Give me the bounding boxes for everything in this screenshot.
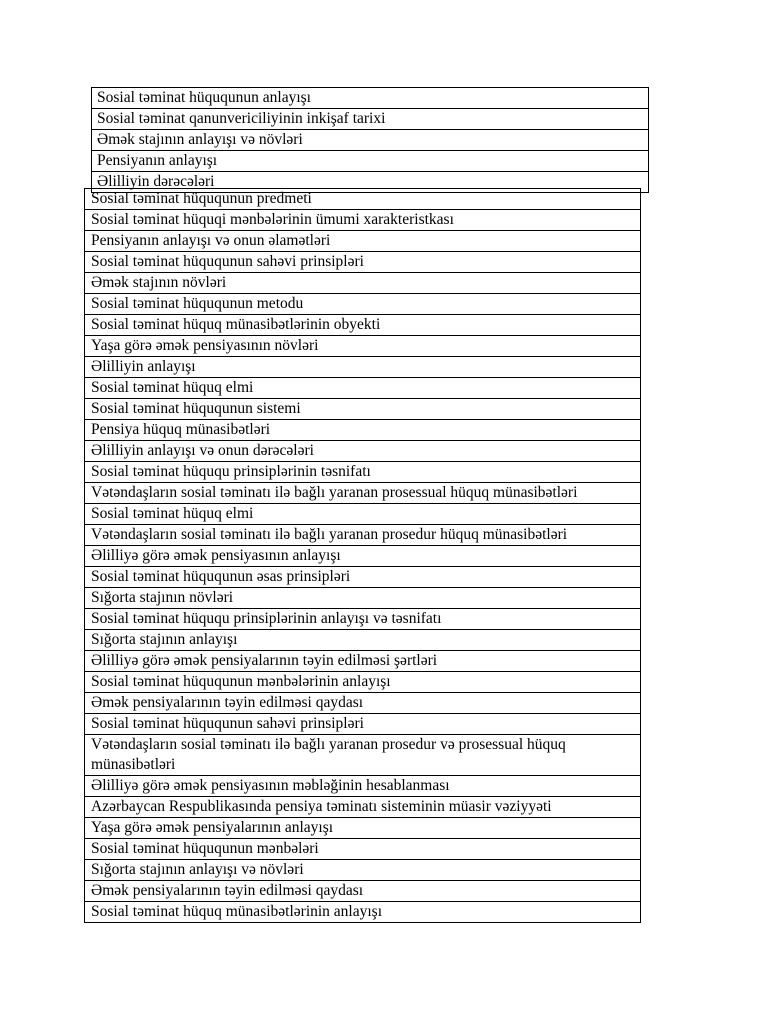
table-row [85, 546, 641, 567]
table-cell: Sosial təminat hüququnun metodu [85, 294, 641, 315]
table-row [85, 693, 641, 714]
table-row [85, 399, 641, 420]
table-cell: Vətəndaşların sosial təminatı ilə bağlı yaranan prosedur və prosessual hüquq münasibətləri [85, 735, 641, 776]
table-cell: Sosial təminat hüququnun sahəvi prinsipləri [85, 714, 641, 735]
table-cell: Sosial təminat hüquqi mənbələrinin ümumi xarakteristkası [85, 210, 641, 231]
table-cell: Əlilliyin anlayışı və onun dərəcələri [85, 441, 641, 462]
table-cell: Sosial təminat hüququnun sistemi [85, 399, 641, 420]
table-row [85, 231, 641, 252]
table-cell: Sığorta stajının növləri [85, 588, 641, 609]
table-cell: Sosial təminat hüququnun anlayışı [92, 88, 649, 109]
table-cell: Pensiya hüquq münasibətləri [85, 420, 641, 441]
table-row [85, 441, 641, 462]
table-cell: Sosial təminat hüququnun əsas prinsipləri [85, 567, 641, 588]
table-row [85, 567, 641, 588]
table-row [85, 504, 641, 525]
table-row [85, 483, 641, 504]
table-row [85, 420, 641, 441]
table-row [85, 881, 641, 902]
table-row [85, 588, 641, 609]
table-cell: Sosial təminat hüquq elmi [85, 504, 641, 525]
table-cell: Vətəndaşların sosial təminatı ilə bağlı yaranan prosedur hüquq münasibətləri [85, 525, 641, 546]
table-cell: Əlilliyə görə əmək pensiyasının məbləğinin hesablanması [85, 776, 641, 797]
table-cell: Əmək stajının anlayışı və növləri [92, 130, 649, 151]
table-cell: Əlilliyin anlayışı [85, 357, 641, 378]
table-row [85, 860, 641, 881]
table-cell: Sosial təminat hüquq münasibətlərinin anlayışı [85, 902, 641, 923]
topics-table-main [84, 188, 641, 923]
table-row [85, 525, 641, 546]
table-cell: Sosial təminat hüququnun mənbələrinin anlayışı [85, 672, 641, 693]
table-row [85, 462, 641, 483]
table-row [85, 902, 641, 923]
topics-table-top [91, 87, 649, 193]
table-cell: Əmək pensiyalarının təyin edilməsi qaydası [85, 693, 641, 714]
table-cell: Azərbaycan Respublikasında pensiya təminatı sisteminin müasir vəziyyəti [85, 797, 641, 818]
table-row [85, 336, 641, 357]
table-cell: Yaşa görə əmək pensiyasının növləri [85, 336, 641, 357]
table-cell: Sosial təminat hüququ prinsiplərinin təsnifatı [85, 462, 641, 483]
table-row [85, 609, 641, 630]
table-row [92, 130, 649, 151]
table-row [85, 189, 641, 210]
table-cell: Yaşa görə əmək pensiyalarının anlayışı [85, 818, 641, 839]
table-row [85, 357, 641, 378]
table-row [85, 378, 641, 399]
table-cell: Əmək pensiyalarının təyin edilməsi qaydası [85, 881, 641, 902]
table-row [92, 88, 649, 109]
table-cell: Əlilliyə görə əmək pensiyalarının təyin edilməsi şərtləri [85, 651, 641, 672]
table-row [85, 252, 641, 273]
table-cell: Sosial təminat hüququnun predmeti [85, 189, 641, 210]
table-cell: Vətəndaşların sosial təminatı ilə bağlı yaranan prosessual hüquq münasibətləri [85, 483, 641, 504]
table-cell: Sosial təminat hüquq münasibətlərinin obyekti [85, 315, 641, 336]
table-row [92, 109, 649, 130]
table-cell: Sığorta stajının anlayışı [85, 630, 641, 651]
table-row [92, 151, 649, 172]
table-row [85, 294, 641, 315]
table-cell: Pensiyanın anlayışı [92, 151, 649, 172]
table-row [85, 651, 641, 672]
table-cell: Sosial təminat hüququnun sahəvi prinsipləri [85, 252, 641, 273]
table-cell: Əmək stajının növləri [85, 273, 641, 294]
table-row [85, 735, 641, 776]
table-cell: Əlilliyə görə əmək pensiyasının anlayışı [85, 546, 641, 567]
table-cell: Sosial təminat hüququnun mənbələri [85, 839, 641, 860]
table-row [85, 714, 641, 735]
table-cell: Əlilliyin dərəcələri [92, 172, 649, 193]
table-row [85, 776, 641, 797]
table-cell: Sığorta stajının anlayışı və növləri [85, 860, 641, 881]
table-row [85, 273, 641, 294]
table-row [85, 315, 641, 336]
table-row [85, 818, 641, 839]
table-row [85, 630, 641, 651]
table-row [85, 797, 641, 818]
table-row [85, 672, 641, 693]
table-cell: Sosial təminat qanunvericiliyinin inkişaf tarixi [92, 109, 649, 130]
table-cell: Sosial təminat hüquq elmi [85, 378, 641, 399]
table-row [85, 210, 641, 231]
table-cell: Sosial təminat hüququ prinsiplərinin anlayışı və təsnifatı [85, 609, 641, 630]
table-cell: Pensiyanın anlayışı və onun əlamətləri [85, 231, 641, 252]
table-row [85, 839, 641, 860]
